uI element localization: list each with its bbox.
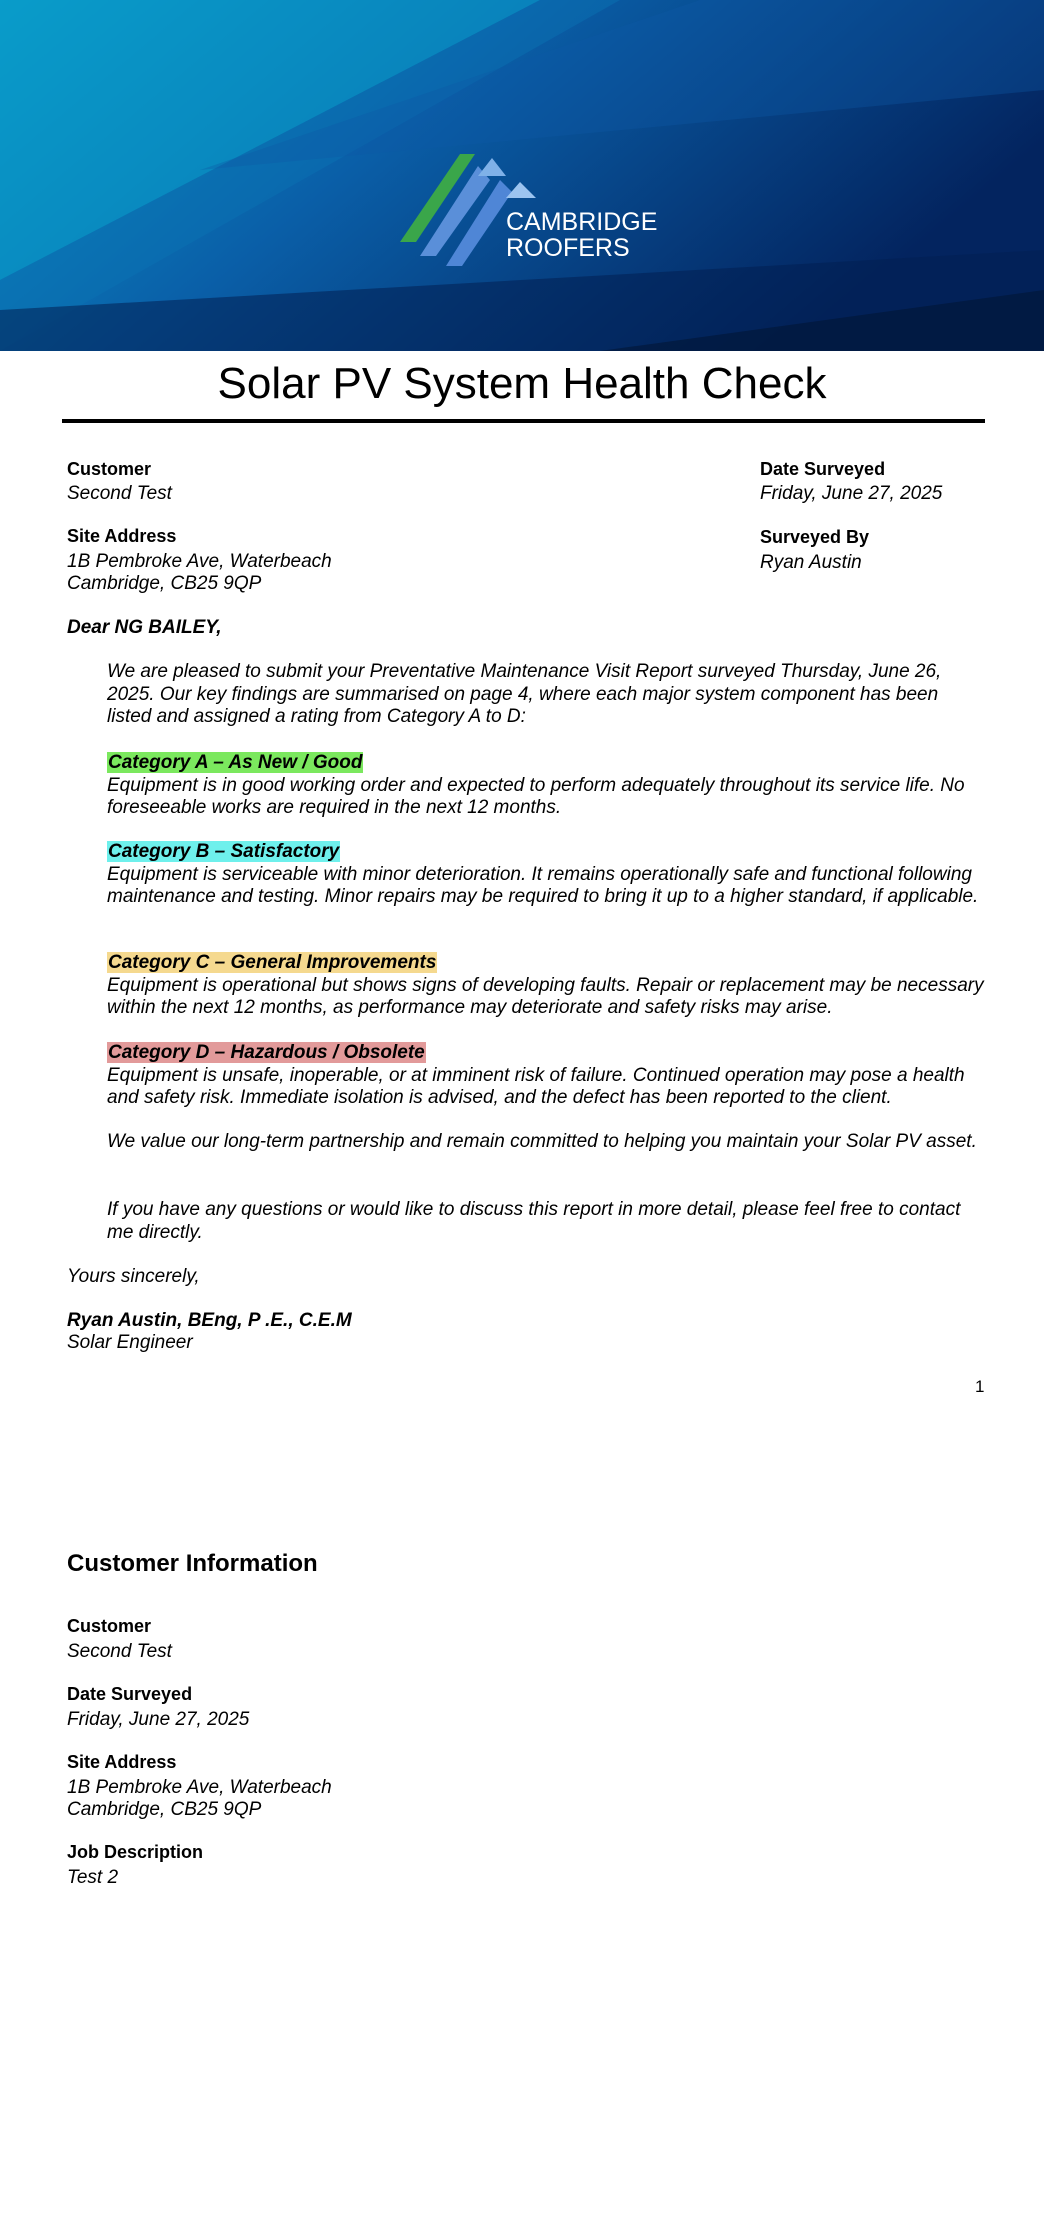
salutation: Dear NG BAILEY,	[67, 617, 222, 638]
surveyed-by-value: Ryan Austin	[760, 552, 862, 573]
category-a	[107, 752, 987, 820]
title-divider	[62, 419, 985, 423]
logo-line1: CAMBRIDGE	[506, 208, 658, 236]
banner-background	[0, 0, 1044, 351]
site-address-line1: 1B Pembroke Ave, Waterbeach	[67, 551, 332, 572]
category-c-heading: Category C – General Improvements	[108, 952, 437, 973]
site-address-line2: Cambridge, CB25 9QP	[67, 573, 262, 594]
ci-date-surveyed-label: Date Surveyed	[67, 1684, 193, 1704]
category-c-text: Equipment is operational but shows signs of developing faults. Repair or replacement may be necessary within the next 12 months, as performance may deteriorate and safety risks may arise.	[107, 974, 984, 1018]
category-c	[107, 952, 987, 1020]
customer-label: Customer	[67, 459, 152, 479]
intro-paragraph: We are pleased to submit your Preventative Maintenance Visit Report surveyed Thursday, June 26, 2025. Our key findings are summarised on page 4, where each major system component has been listed and assigned a rating from Category A to D:	[107, 661, 942, 727]
category-a-text: Equipment is in good working order and expected to perform adequately throughout its service life. No foreseeable works are required in the next 12 months.	[107, 774, 965, 818]
customer-value: Second Test	[67, 483, 172, 504]
ci-job-description-value: Test 2	[67, 1867, 119, 1888]
closing: Yours sincerely,	[67, 1266, 200, 1287]
category-d-text: Equipment is unsafe, inoperable, or at imminent risk of failure. Continued operation may pose a health and safety risk. Immediate isolation is advised, and the defect has been reported to the client.	[107, 1064, 965, 1108]
category-b	[107, 841, 987, 909]
questions-paragraph: If you have any questions or would like to discuss this report in more detail, please feel free to contact me directly.	[107, 1199, 961, 1243]
surveyed-by-label: Surveyed By	[760, 527, 870, 547]
ci-customer-value: Second Test	[67, 1641, 172, 1662]
category-d	[107, 1042, 987, 1110]
signatory-title: Solar Engineer	[67, 1332, 193, 1353]
category-b-heading: Category B – Satisfactory	[108, 841, 340, 862]
category-a-heading: Category A – As New / Good	[108, 752, 363, 773]
signatory-name: Ryan Austin, BEng, P .E., C.E.M	[67, 1310, 352, 1331]
header-banner	[0, 0, 1044, 351]
ci-job-description-label: Job Description	[67, 1842, 204, 1862]
ci-site-address-label: Site Address	[67, 1752, 177, 1772]
category-d-heading: Category D – Hazardous / Obsolete	[108, 1042, 425, 1063]
date-surveyed-value: Friday, June 27, 2025	[760, 483, 943, 504]
ci-site-address-line1: 1B Pembroke Ave, Waterbeach	[67, 1777, 332, 1798]
ci-customer-label: Customer	[67, 1616, 152, 1636]
ci-date-surveyed-value: Friday, June 27, 2025	[67, 1709, 250, 1730]
partnership-paragraph: We value our long-term partnership and remain committed to helping you maintain your Solar PV asset.	[107, 1131, 977, 1152]
date-surveyed-label: Date Surveyed	[760, 459, 886, 479]
customer-information-title: Customer Information	[67, 1550, 318, 1577]
page-title: Solar PV System Health Check	[217, 359, 827, 408]
logo-line2: ROOFERS	[506, 234, 630, 262]
ci-site-address-line2: Cambridge, CB25 9QP	[67, 1799, 262, 1820]
site-address-label: Site Address	[67, 526, 177, 546]
page-number: 1	[975, 1377, 985, 1396]
category-b-text: Equipment is serviceable with minor deterioration. It remains operationally safe and functional following maintenance and testing. Minor repairs may be required to bring it up to a higher standard, if applicable.	[107, 863, 979, 907]
